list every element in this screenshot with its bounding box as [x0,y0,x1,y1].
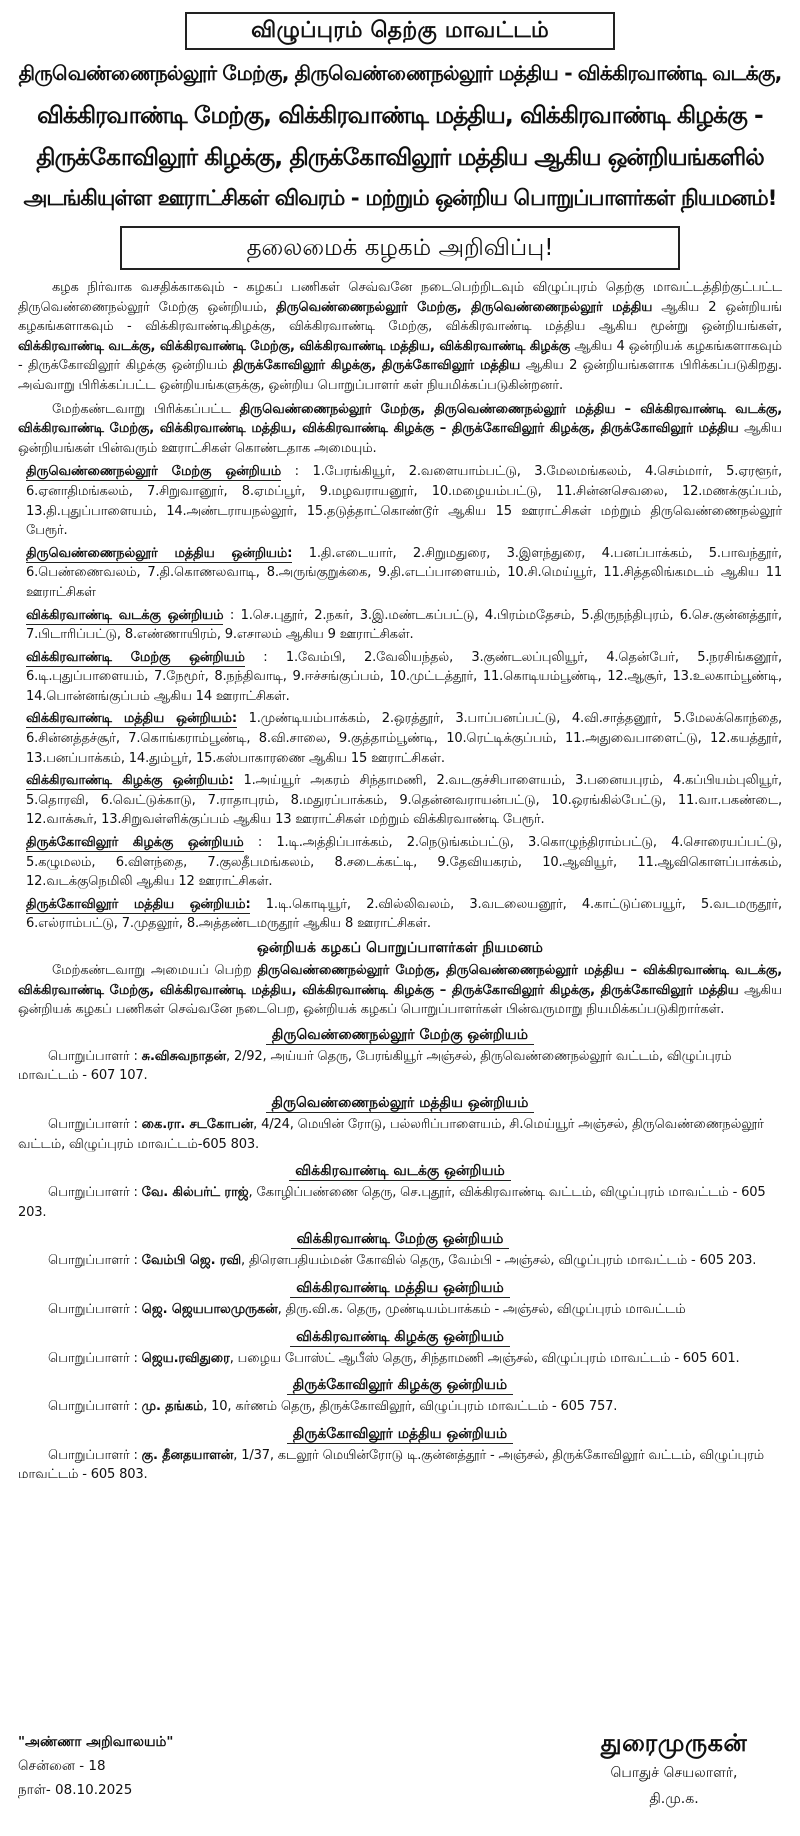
office-union-title [18,1277,782,1299]
union-name: விக்கிரவாண்டி வடக்கு ஒன்றியம் [26,607,224,623]
second-text: ஆகிய ஒன்றியங்கள் பின்வரும் ஊராட்சிகள் கொண்டதாக அமையும். [18,421,782,456]
footer-address [18,1730,173,1802]
union-entry [18,544,782,603]
intro-text: ஆகிய 4 ஒன்றியக் கழகங்களாகவும் - திருக்கோவிலூர் கிழக்கு ஒன்றியம் [18,338,782,374]
office-union-title-text: விக்கிரவாண்டி கிழக்கு ஒன்றியம் [290,1329,510,1347]
union-name: விக்கிரவாண்டி மத்திய ஒன்றியம்: [26,711,237,727]
office-bearer-list [18,1024,782,1485]
signatory-role: பொதுச் செயலாளர், [610,1765,738,1781]
appointment-bold: திருவெண்ணைநல்லூர் மேற்கு, திருவெண்ணைநல்லூர் மத்திய – விக்கிரவாண்டி வடக்கு, விக்கிரவாண்டி மேற்கு, விக்கிரவாண்டி மத்திய, விக்கிரவாண்டி கிழக்கு – திருக்கோவிலூர் கிழக்கு, திருக்கோவிலூர் மத்திய [18,963,782,998]
office-bearer [18,1446,782,1485]
appointment-text: மேற்கண்டவாறு அமையப் பெற்ற [52,963,258,978]
office-label: பொறுப்பாளர் : [48,1253,142,1269]
office-person: சு.விசுவநாதன் [141,1048,227,1064]
office-label: பொறுப்பாளர் : [48,1048,142,1064]
office-union-title [18,1160,782,1182]
union-entry [18,462,782,540]
headline-line: விக்கிரவாண்டி மேற்கு, விக்கிரவாண்டி மத்திய, விக்கிரவாண்டி கிழக்கு - [37,101,763,129]
office-address: , 1/37, கடலூர் மெயின்ரோடு டி.குன்னத்தூர் - அஞ்சல், திருக்கோவிலூர் வட்டம், விழுப்புரம் மாவட்டம் - 605 803. [18,1447,764,1483]
office-union-title-text: விக்கிரவாண்டி மத்திய ஒன்றியம் [290,1280,509,1298]
office-person: கு. தீனதயாளன் [141,1447,234,1463]
office-address: , 4/24, மெயின் ரோடு, பல்லரிப்பாளையம், சி.மெய்யூர் அஞ்சல், திருவெண்ணைநல்லூர் வட்டம், விழுப்புரம் மாவட்டம்-605 803. [18,1116,764,1152]
union-name: விக்கிரவாண்டி மேற்கு ஒன்றியம் [26,649,245,665]
footer-date: நாள்- 08.10.2025 [18,1782,133,1798]
office-address: , திரௌபதியம்மன் கோவில் தெரு, வேம்பி - அஞ்சல், விழுப்புரம் மாவட்டம் - 605 203. [241,1253,757,1269]
office-address: , பழைய போஸ்ட் ஆபீஸ் தெரு, சிந்தாமணி அஞ்சல், விழுப்புரம் மாவட்டம் - 605 601. [229,1350,740,1366]
second-text: மேற்கண்டவாறு பிரிக்கப்பட்ட [52,401,240,417]
headline-line: அடங்கியுள்ள ஊராட்சிகள் விவரம் - மற்றும் ஒன்றிய பொறுப்பாளர்கள் நியமனம்! [23,186,777,211]
office-union-title [18,1024,782,1046]
signatory-name: துரைமுருகன் [600,1729,748,1757]
office-union-title [18,1326,782,1348]
intro-bold: திருக்கோவிலூர் கிழக்கு, திருக்கோவிலூர் மத்திய [232,358,521,374]
office-address: , 10, கர்ணம் தெரு, திருக்கோவிலூர், விழுப்புரம் மாவட்டம் - 605 757. [203,1399,618,1415]
office-label: பொறுப்பாளர் : [48,1185,142,1201]
union-name: விக்கிரவாண்டி கிழக்கு ஒன்றியம்: [26,773,234,789]
footer-signature [574,1726,774,1812]
intro-bold: திருவெண்ணைநல்லூர் மேற்கு, திருவெண்ணைநல்லூர் மத்திய [276,299,653,315]
union-villages: 1.அய்யூர் அகரம் சிந்தாமணி, 2.வடகுச்சிபாளையம், 3.பனையபுரம், 4.கப்பியம்புலியூர், 5.தொரவி, 6.வெட்டுக்காடு, 7.ராதாபுரம், 8.மதுரப்பாக்கம், 9.தென்னவராயன்பட்டு, 10.ஒரங்கில்பேட்டு, 11.வா.பகண்டை, 12.வாக்கூர், 13.சிறுவள்ளிக்குப்பம் ஆகிய 13 ஊராட்சிகள் மற்றும் விக்கிரவாண்டி பேரூர். [26,773,783,828]
office-union-title-text: திருவெண்ணைநல்லூர் மேற்கு ஒன்றியம் [266,1027,534,1045]
intro-text: ஆகிய 2 ஒன்றியங் கழகங்களாகவும் - விக்கிரவாண்டிகிழக்கு, விக்கிரவாண்டி மேற்கு, விக்கிரவாண்டி மத்திய ஆகிய மூன்று ஒன்றியங்கள், [18,299,782,335]
footer-city: சென்னை - 18 [18,1758,106,1774]
union-list [18,462,782,934]
office-label: பொறுப்பாளர் : [48,1116,142,1132]
second-bold: திருவெண்ணைநல்லூர் மேற்கு, திருவெண்ணைநல்லூர் மத்திய – விக்கிரவாண்டி வடக்கு, விக்கிரவாண்டி மேற்கு, விக்கிரவாண்டி மத்திய, விக்கிரவாண்டி கிழக்கு – திருக்கோவிலூர் கிழக்கு, திருக்கோவிலூர் மத்திய [18,401,782,437]
office-label: பொறுப்பாளர் : [48,1399,142,1415]
office-person: வேம்பி ஜெ. ரவி [141,1253,242,1269]
office-union-title-text: விக்கிரவாண்டி மேற்கு ஒன்றியம் [291,1231,510,1249]
office-label: பொறுப்பாளர் : [48,1350,142,1366]
office-person: மு. தங்கம் [141,1399,204,1415]
intro-text: ஆகிய 2 ஒன்றியங்களாக பிரிக்கப்படுகிறது. அவ்வாறு பிரிக்கப்பட்ட ஒன்றியங்களுக்கு, ஒன்றிய பொறுப்பாளர் கள் நியமிக்கப்படுகின்றனர். [18,358,782,393]
office-label: பொறுப்பாளர் : [48,1301,142,1317]
union-villages: 1.டி.கொடியூர், 2.வில்லிவலம், 3.வடலையனூர், 4.காட்டுப்பையூர், 5.வடமருதூர், 6.எல்ராம்பட்டு, 7.முதலூர், 8.அத்தண்டமருதூர் ஆகிய 8 ஊராட்சிகள். [26,896,782,932]
office-union-title [18,1423,782,1445]
office-person: ஜெய.ரவிதுரை [141,1350,230,1366]
union-name: திருவெண்ணைநல்லூர் மேற்கு ஒன்றியம் [26,464,282,480]
office-bearer [18,1397,782,1417]
intro-text: கழக நிர்வாக வசதிக்காகவும் - கழகப் பணிகள் செவ்வனே நடைபெற்றிடவும் விழுப்புரம் தெற்கு மாவட்டத்திற்குட்பட்ட திருவெண்ணைநல்லூர் மேற்கு ஒன்றியம், [18,280,782,315]
office-bearer [18,1115,782,1154]
office-union-title-text: திருக்கோவிலூர் கிழக்கு ஒன்றியம் [287,1377,513,1395]
union-entry [18,895,782,934]
office-bearer [18,1300,782,1320]
office-address: , 2/92, அய்யர் தெரு, பேரங்கியூர் அஞ்சல், திருவெண்ணைநல்லூர் வட்டம், விழுப்புரம் மாவட்டம் - 607 107. [18,1048,732,1084]
union-entry [18,771,782,830]
union-name: திருக்கோவிலூர் கிழக்கு ஒன்றியம் [26,835,244,851]
office-union-title [18,1092,782,1114]
headline [18,54,782,218]
headline-line: திருக்கோவிலூர் கிழக்கு, திருக்கோவிலூர் மத்திய ஆகிய ஒன்றியங்களில் [36,143,764,171]
union-entry [18,648,782,707]
union-villages: : 1.வேம்பி, 2.வேலியந்தல், 3.குண்டலப்புலியூர், 4.தென்பேர், 5.நரசிங்கனூர், 6.டி.புதுப்பாளையம், 7.நேமூர், 8.நந்திவாடி, 9.ஈச்சங்குப்பம், 10.முட்டத்தூர், 11.கொடியம்பூண்டி, 12.ஆசூர், 13.உலகாம்பூண்டி, 14.பொன்னங்குப்பம் ஆகிய 14 ஊராட்சிகள். [26,649,782,704]
office-bearer [18,1047,782,1086]
union-name: திருக்கோவிலூர் மத்திய ஒன்றியம்: [26,896,251,912]
appointment-text: ஆகிய ஒன்றியக் கழகப் பணிகள் செவ்வனே நடைபெற, ஒன்றியக் கழகப் பொறுப்பாளர்கள் பின்வருமாறு நியமிக்கப்படுகிறார்கள். [18,982,782,1018]
second-paragraph [18,400,782,459]
appointment-paragraph [18,961,782,1020]
intro-bold: விக்கிரவாண்டி வடக்கு, விக்கிரவாண்டி மேற்கு, விக்கிரவாண்டி மத்திய, விக்கிரவாண்டி கிழக்கு [18,338,571,354]
union-name: திருவெண்ணைநல்லூர் மத்திய ஒன்றியம்: [26,545,293,561]
office-person: வே. கில்பர்ட் ராஜ் [141,1185,249,1201]
notice-title: தலைமைக் கழகம் அறிவிப்பு! [120,226,680,270]
office-union-title-text: திருவெண்ணைநல்லூர் மத்திய ஒன்றியம் [266,1095,535,1113]
signatory-party: தி.மு.க. [649,1791,699,1807]
footer-org-name: "அண்ணா அறிவாலயம்" [18,1734,174,1750]
district-header: விழுப்புரம் தெற்கு மாவட்டம் [185,12,615,50]
office-label: பொறுப்பாளர் : [48,1447,142,1463]
intro-paragraph [18,278,782,396]
appointment-section-title: ஒன்றியக் கழகப் பொறுப்பாளர்கள் நியமனம் [256,940,544,956]
union-villages: 1.தி.எடையார், 2.சிறுமதுரை, 3.இளந்துரை, 4.பனப்பாக்கம், 5.பாவந்தூர், 6.பெண்ணைவலம், 7.தி.கொணலவாடி, 8.அருங்குறுக்கை, 9.தி.எடப்பாளையம், 10.சி.மெய்யூர், 11.சித்தலிங்கமடம் ஆகிய 11 ஊராட்சிகள் [26,545,782,600]
office-bearer [18,1251,782,1271]
union-villages: : 1.பேரங்கியூர், 2.வளையாம்பட்டு, 3.மேலமங்கலம், 4.செம்மார், 5.ஏரளூர், 6.ஏனாதிமங்கலம், 7.சிறுவானூர், 8.ஏமப்பூர், 9.மழவராயனூர், 10.மழையம்பட்டு, 11.சின்னசெவலை, 12.மணக்குப்பம், 13.தி.புதுப்பாளையம், 14.அண்டராயநல்லூர், 15.தடுத்தாட்கொண்டூர் ஆகிய 15 ஊராட்சிகள் மற்றும் திருவெண்ணைநல்லூர் பேரூர். [26,464,782,539]
union-villages: : 1.டி.அத்திப்பாக்கம், 2.நெடுங்கம்பட்டு, 3.கொழுந்திராம்பட்டு, 4.சொரையப்பட்டு, 5.கழுமலம், 6.விளந்தை, 7.குலதீபமங்கலம், 8.சடைக்கட்டி, 9.தேவியகரம், 10.ஆவியூர், 11.ஆவிகொளப்பாக்கம், 12.வடக்குநெமிலி ஆகிய 12 ஊராட்சிகள். [26,835,782,890]
union-entry [18,833,782,892]
office-union-title-text: விக்கிரவாண்டி வடக்கு ஒன்றியம் [289,1163,510,1181]
footer [18,1724,782,1834]
office-address: , திரு.வி.க. தெரு, முண்டியம்பாக்கம் - அஞ்சல், விழுப்புரம் மாவட்டம் [277,1301,686,1317]
office-union-title-text: திருக்கோவிலூர் மத்திய ஒன்றியம் [287,1426,513,1444]
office-union-title [18,1228,782,1250]
union-entry [18,709,782,768]
office-person: ஜெ. ஜெயபாலமுருகன் [141,1301,278,1317]
office-union-title [18,1374,782,1396]
office-address: , கோழிப்பண்ணை தெரு, செ.புதூர், விக்கிரவாண்டி வட்டம், விழுப்புரம் மாவட்டம் - 605 203. [18,1185,766,1220]
headline-line: திருவெண்ணைநல்லூர் மேற்கு, திருவெண்ணைநல்லூர் மத்திய - விக்கிரவாண்டி வடக்கு, [18,61,782,85]
office-person: கை.ரா. சடகோபன் [141,1116,254,1132]
office-bearer [18,1349,782,1369]
union-entry [18,606,782,645]
office-bearer [18,1183,782,1222]
union-villages: 1.முண்டியம்பாக்கம், 2.ஒரத்தூர், 3.பாப்பனப்பட்டு, 4.வி.சாத்தனூர், 5.மேலக்கொந்தை, 6.சின்னத்தச்சூர், 7.கொங்கராம்பூண்டி, 8.வி.சாலை, 9.குத்தாம்பூண்டி, 10.ரெட்டிக்குப்பம், 11.அதுவைபாளைட்டு, 12.கயத்தூர், 13.பனப்பாக்கம், 14.தும்பூர், 15.கஸ்பாகாரணை ஆகிய 15 ஊராட்சிகள். [26,711,782,766]
union-villages: : 1.செ.புதூர், 2.நகர், 3.இ.மண்டகப்பட்டு, 4.பிரம்மதேசம், 5.திருநந்திபுரம், 6.செ.குன்னத்தூர், 7.பிடாரிப்பட்டு, 8.எண்ணாயிரம், 9.எசாலம் ஆகிய 9 ஊராட்சிகள். [26,607,782,643]
